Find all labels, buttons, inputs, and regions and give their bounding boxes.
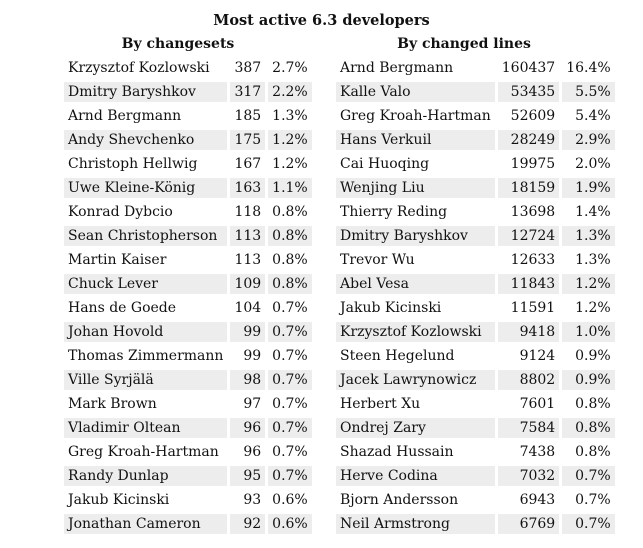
count-value: 12633 xyxy=(510,252,556,268)
percent-value: 0.7% xyxy=(268,466,312,486)
developer-name: Hans Verkuil xyxy=(336,130,495,150)
percent-value: 0.6% xyxy=(268,514,312,534)
developer-name: Arnd Bergmann xyxy=(68,108,182,124)
developer-name: Konrad Dybcio xyxy=(68,204,173,220)
percent-value: 2.9% xyxy=(562,130,614,150)
changesets-table-row xyxy=(64,82,312,102)
changed-lines-table-body xyxy=(336,58,615,534)
count-value: 13698 xyxy=(510,204,556,220)
changesets-table-row xyxy=(64,346,312,366)
count-value: 99 xyxy=(230,322,265,342)
developer-name: Krzysztof Kozlowski xyxy=(68,60,210,76)
developer-name: Chuck Lever xyxy=(64,274,227,294)
percent-value: 0.8% xyxy=(268,226,312,246)
changesets-table-row xyxy=(64,130,312,150)
percent-value: 1.4% xyxy=(575,204,611,220)
developer-name: Trevor Wu xyxy=(340,252,415,268)
developer-name: Krzysztof Kozlowski xyxy=(336,322,495,342)
changed-lines-table-row xyxy=(336,130,615,150)
percent-value: 0.7% xyxy=(268,322,312,342)
changesets-table-row xyxy=(64,274,312,294)
percent-value: 1.2% xyxy=(575,300,611,316)
percent-value: 0.8% xyxy=(575,396,611,412)
developer-name: Shazad Hussain xyxy=(340,444,454,460)
changed-lines-table-row xyxy=(336,178,615,198)
changed-lines-table-row xyxy=(336,370,615,390)
percent-value: 1.9% xyxy=(562,178,614,198)
developer-name: Ville Syrjälä xyxy=(64,370,227,390)
count-value: 167 xyxy=(234,156,262,172)
developer-name: Thierry Reding xyxy=(340,204,448,220)
changed-lines-table-row xyxy=(336,466,615,486)
count-value: 18159 xyxy=(498,178,559,198)
count-value: 9124 xyxy=(519,348,556,364)
changed-lines-heading: By changed lines xyxy=(397,36,531,52)
changed-lines-table-row xyxy=(336,442,615,462)
percent-value: 0.9% xyxy=(575,348,611,364)
percent-value: 0.7% xyxy=(272,396,308,412)
changesets-table-row xyxy=(64,250,312,270)
percent-value: 0.8% xyxy=(272,204,308,220)
percent-value: 0.9% xyxy=(562,370,614,390)
percent-value: 5.4% xyxy=(575,108,611,124)
percent-value: 1.1% xyxy=(268,178,312,198)
developer-name: Mark Brown xyxy=(68,396,157,412)
percent-value: 0.7% xyxy=(272,444,308,460)
developer-name: Sean Christopherson xyxy=(64,226,227,246)
changed-lines-table-row xyxy=(336,250,615,270)
changed-lines-table-row xyxy=(336,58,615,78)
page-title: Most active 6.3 developers xyxy=(213,12,430,29)
developer-name: Herve Codina xyxy=(336,466,495,486)
developer-name: Uwe Kleine-König xyxy=(64,178,227,198)
count-value: 28249 xyxy=(498,130,559,150)
developer-name: Christoph Hellwig xyxy=(68,156,198,172)
count-value: 7601 xyxy=(519,396,556,412)
developer-name: Cai Huoqing xyxy=(340,156,430,172)
count-value: 175 xyxy=(230,130,265,150)
count-value: 99 xyxy=(243,348,262,364)
percent-value: 1.3% xyxy=(575,252,611,268)
count-value: 113 xyxy=(230,226,265,246)
percent-value: 0.7% xyxy=(272,300,308,316)
changed-lines-table-row xyxy=(336,298,615,318)
developer-name: Jacek Lawrynowicz xyxy=(336,370,495,390)
percent-value: 1.3% xyxy=(272,108,308,124)
percent-value: 0.8% xyxy=(562,418,614,438)
changesets-heading: By changesets xyxy=(121,36,235,52)
changesets-table xyxy=(61,54,315,538)
percent-value: 0.7% xyxy=(562,514,614,534)
developer-name: Herbert Xu xyxy=(340,396,421,412)
changesets-table-row xyxy=(64,226,312,246)
percent-value: 0.7% xyxy=(562,466,614,486)
changed-lines-table-row xyxy=(336,154,615,174)
developer-name: Jakub Kicinski xyxy=(68,492,170,508)
developer-name: Jakub Kicinski xyxy=(340,300,442,316)
changed-lines-table-row xyxy=(336,274,615,294)
changesets-table-row xyxy=(64,154,312,174)
percent-value: 1.0% xyxy=(562,322,614,342)
changesets-table-row xyxy=(64,202,312,222)
changed-lines-table-row xyxy=(336,490,615,510)
count-value: 387 xyxy=(234,60,262,76)
count-value: 19975 xyxy=(510,156,556,172)
percent-value: 0.7% xyxy=(268,370,312,390)
count-value: 96 xyxy=(243,444,262,460)
changed-lines-table xyxy=(333,54,618,538)
count-value: 11843 xyxy=(498,274,559,294)
changesets-table-row xyxy=(64,370,312,390)
percent-value: 1.2% xyxy=(562,274,614,294)
changesets-table-row xyxy=(64,418,312,438)
developer-name: Bjorn Andersson xyxy=(340,492,459,508)
count-value: 53435 xyxy=(498,82,559,102)
changesets-table-row xyxy=(64,394,312,414)
percent-value: 2.2% xyxy=(268,82,312,102)
percent-value: 1.3% xyxy=(562,226,614,246)
developer-name: Wenjing Liu xyxy=(336,178,495,198)
count-value: 104 xyxy=(234,300,262,316)
percent-value: 16.4% xyxy=(566,60,611,76)
changesets-table-row xyxy=(64,322,312,342)
changed-lines-table-row xyxy=(336,394,615,414)
developer-name: Dmitry Baryshkov xyxy=(336,226,495,246)
percent-value: 5.5% xyxy=(562,82,614,102)
developer-name: Abel Vesa xyxy=(336,274,495,294)
changesets-table-row xyxy=(64,442,312,462)
developer-name: Kalle Valo xyxy=(336,82,495,102)
count-value: 9418 xyxy=(498,322,559,342)
count-value: 6769 xyxy=(498,514,559,534)
developer-name: Greg Kroah-Hartman xyxy=(68,444,219,460)
developer-name: Martin Kaiser xyxy=(68,252,167,268)
developer-name: Andy Shevchenko xyxy=(64,130,227,150)
count-value: 97 xyxy=(243,396,262,412)
developer-name: Ondrej Zary xyxy=(336,418,495,438)
developer-name: Neil Armstrong xyxy=(336,514,495,534)
changed-lines-table-row xyxy=(336,418,615,438)
count-value: 7032 xyxy=(498,466,559,486)
percent-value: 2.7% xyxy=(272,60,308,76)
count-value: 98 xyxy=(230,370,265,390)
percent-value: 0.7% xyxy=(268,418,312,438)
count-value: 160437 xyxy=(501,60,556,76)
changed-lines-table-row xyxy=(336,346,615,366)
count-value: 163 xyxy=(230,178,265,198)
changesets-table-row xyxy=(64,298,312,318)
count-value: 93 xyxy=(243,492,262,508)
changed-lines-table-row xyxy=(336,322,615,342)
developer-name: Greg Kroah-Hartman xyxy=(340,108,491,124)
changed-lines-table-row xyxy=(336,226,615,246)
developer-name: Johan Hovold xyxy=(64,322,227,342)
percent-value: 1.2% xyxy=(272,156,308,172)
developer-name: Randy Dunlap xyxy=(64,466,227,486)
changesets-table-row xyxy=(64,466,312,486)
developer-name: Dmitry Baryshkov xyxy=(64,82,227,102)
developer-name: Arnd Bergmann xyxy=(340,60,454,76)
percent-value: 1.2% xyxy=(268,130,312,150)
count-value: 8802 xyxy=(498,370,559,390)
changed-lines-table-row xyxy=(336,202,615,222)
changed-lines-table-row xyxy=(336,82,615,102)
changed-lines-table-row xyxy=(336,514,615,534)
count-value: 12724 xyxy=(498,226,559,246)
count-value: 7438 xyxy=(519,444,556,460)
percent-value: 0.8% xyxy=(272,252,308,268)
percent-value: 0.6% xyxy=(272,492,308,508)
developer-name: Steen Hegelund xyxy=(340,348,455,364)
developer-name: Vladimir Oltean xyxy=(64,418,227,438)
count-value: 92 xyxy=(230,514,265,534)
count-value: 96 xyxy=(230,418,265,438)
count-value: 118 xyxy=(234,204,262,220)
percent-value: 0.8% xyxy=(575,444,611,460)
count-value: 317 xyxy=(230,82,265,102)
percent-value: 0.7% xyxy=(575,492,611,508)
changesets-table-body xyxy=(64,58,312,534)
developer-name: Thomas Zimmermann xyxy=(68,348,224,364)
count-value: 52609 xyxy=(510,108,556,124)
count-value: 95 xyxy=(230,466,265,486)
count-value: 7584 xyxy=(498,418,559,438)
percent-value: 0.7% xyxy=(272,348,308,364)
changesets-table-row xyxy=(64,106,312,126)
count-value: 113 xyxy=(234,252,262,268)
developer-name: Jonathan Cameron xyxy=(64,514,227,534)
changed-lines-table-row xyxy=(336,106,615,126)
percent-value: 2.0% xyxy=(575,156,611,172)
changesets-table-row xyxy=(64,514,312,534)
count-value: 6943 xyxy=(519,492,556,508)
count-value: 109 xyxy=(230,274,265,294)
changesets-table-row xyxy=(64,58,312,78)
developer-name: Hans de Goede xyxy=(68,300,177,316)
count-value: 185 xyxy=(234,108,262,124)
changesets-table-row xyxy=(64,490,312,510)
count-value: 11591 xyxy=(510,300,556,316)
percent-value: 0.8% xyxy=(268,274,312,294)
changesets-table-row xyxy=(64,178,312,198)
